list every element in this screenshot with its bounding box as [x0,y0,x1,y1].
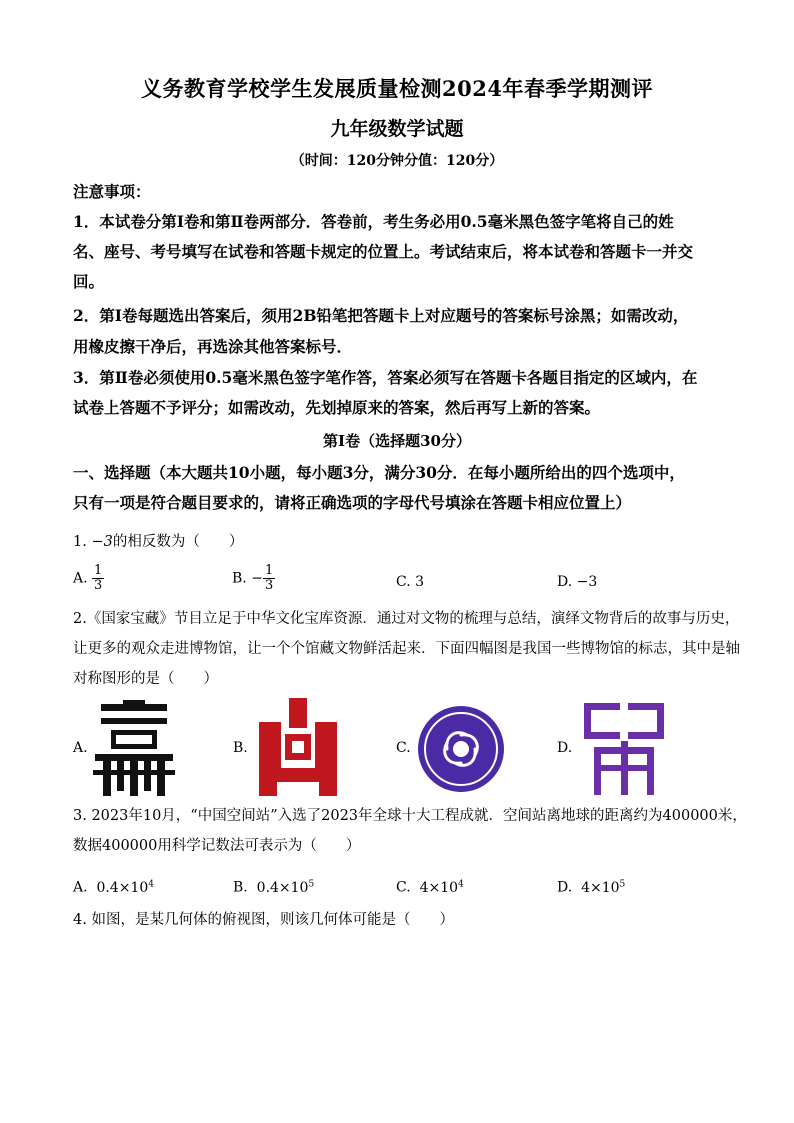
section-intro-line-1: 一、选择题（本大题共10小题，每小题3分，满分30分．在每小题所给出的四个选项中， [73,463,685,482]
question-1-stem [73,532,243,552]
museum-logo-c-icon [417,705,505,793]
question-2-option-d-label: D. [557,740,573,756]
notice-heading: 注意事项： [73,182,151,201]
museum-logo-b-icon [255,698,341,796]
question-2-option-b-label: B. [233,740,248,756]
museum-logo-a-icon [93,700,175,796]
notice-item-1-line-3: 回。 [73,272,105,291]
option-value: $0.4\times 10^5$ [256,879,315,896]
question-3-line-2: 数据400000用科学记数法可表示为（ ） [73,838,361,854]
question-3-option-a [73,874,154,898]
fraction: $\frac{1}{3}$ [264,563,274,593]
notice-item-3-line-2: 试卷上答题不予评分；如需改动，先划掉原来的答案，然后再写上新的答案。 [73,398,601,417]
section-intro-line-2: 只有一项是符合题目要求的，请将正确选项的字母代号填涂在答题卡相应位置上） [73,493,632,512]
question-1-option-d [557,572,597,592]
question-text: 的相反数为（ ） [112,534,244,550]
question-2-line-3: 对称图形的是（ ） [73,671,218,687]
option-label: B. [232,570,247,587]
option-value: $4\times 10^5$ [581,879,626,896]
math-expression: −3 [91,534,113,550]
question-2-option-c-label: C. [396,740,411,756]
notice-item-2-line-1: 2．第Ⅰ卷每题选出答案后，须用2B铅笔把答题卡上对应题号的答案标号涂黑；如需改动， [73,306,689,325]
time-info: （时间：120分钟分值：120分） [290,153,504,169]
question-4-line-1: 4. 如图，是某几何体的俯视图，则该几何体可能是（ ） [73,912,454,928]
question-1-option-c: C. 3 [396,574,425,590]
question-2-option-a-label: A. [73,740,88,756]
option-label: D. [557,879,573,896]
question-3-line-1: 3. 2023年10月，“中国空间站”入选了2023年全球十大工程成就．空间站离地球的距离约为400000米， [73,808,747,824]
option-label: D. [557,574,573,590]
section-title: 第Ⅰ卷（选择题30分） [323,432,471,450]
exam-subtitle: 九年级数学试题 [330,118,464,140]
question-3-option-d [557,874,625,898]
question-2-line-1: 2.《国家宝藏》节目立足于中华文化宝库资源．通过对文物的梳理与总结，演绎文物背后的故事与历史， [73,611,740,627]
exam-title: 义务教育学校学生发展质量检测2024年春季学期测评 [141,76,653,101]
fraction: $\frac{1}{3}$ [94,563,103,593]
question-number: 1. [73,534,87,550]
question-3-option-b [233,874,314,898]
notice-item-2-line-2: 用橡皮擦干净后，再选涂其他答案标号． [73,337,353,356]
question-1-option-b [232,564,275,593]
option-value: $4\times 10^4$ [419,879,464,896]
option-label: C. [396,879,411,896]
museum-logo-d-icon [580,703,668,795]
option-label: A. [73,879,88,896]
question-1-option-a [73,564,104,593]
notice-item-1-line-1: 1．本试卷分第Ⅰ卷和第Ⅱ卷两部分．答卷前，考生务必用0.5毫米黑色签字笔将自己的姓 [73,212,674,231]
notice-item-3-line-1: 3．第Ⅱ卷必须使用0.5毫米黑色签字笔作答，答案必须写在答题卡各题目指定的区域内，在 [73,368,698,387]
notice-item-1-line-2: 名、座号、考号填写在试卷和答题卡规定的位置上。考试结束后，将本试卷和答题卡一并交 [73,242,694,261]
option-label: A. [73,570,88,587]
option-value: −3 [576,574,598,590]
question-2-line-2: 让更多的观众走进博物馆，让一个个馆藏文物鲜活起来．下面四幅图是我国一些博物馆的标志，其中是轴 [73,641,740,657]
minus-sign: − [251,570,263,587]
option-label: B. [233,879,248,896]
question-3-option-c [396,874,464,898]
option-value: $0.4\times 10^4$ [96,879,155,896]
